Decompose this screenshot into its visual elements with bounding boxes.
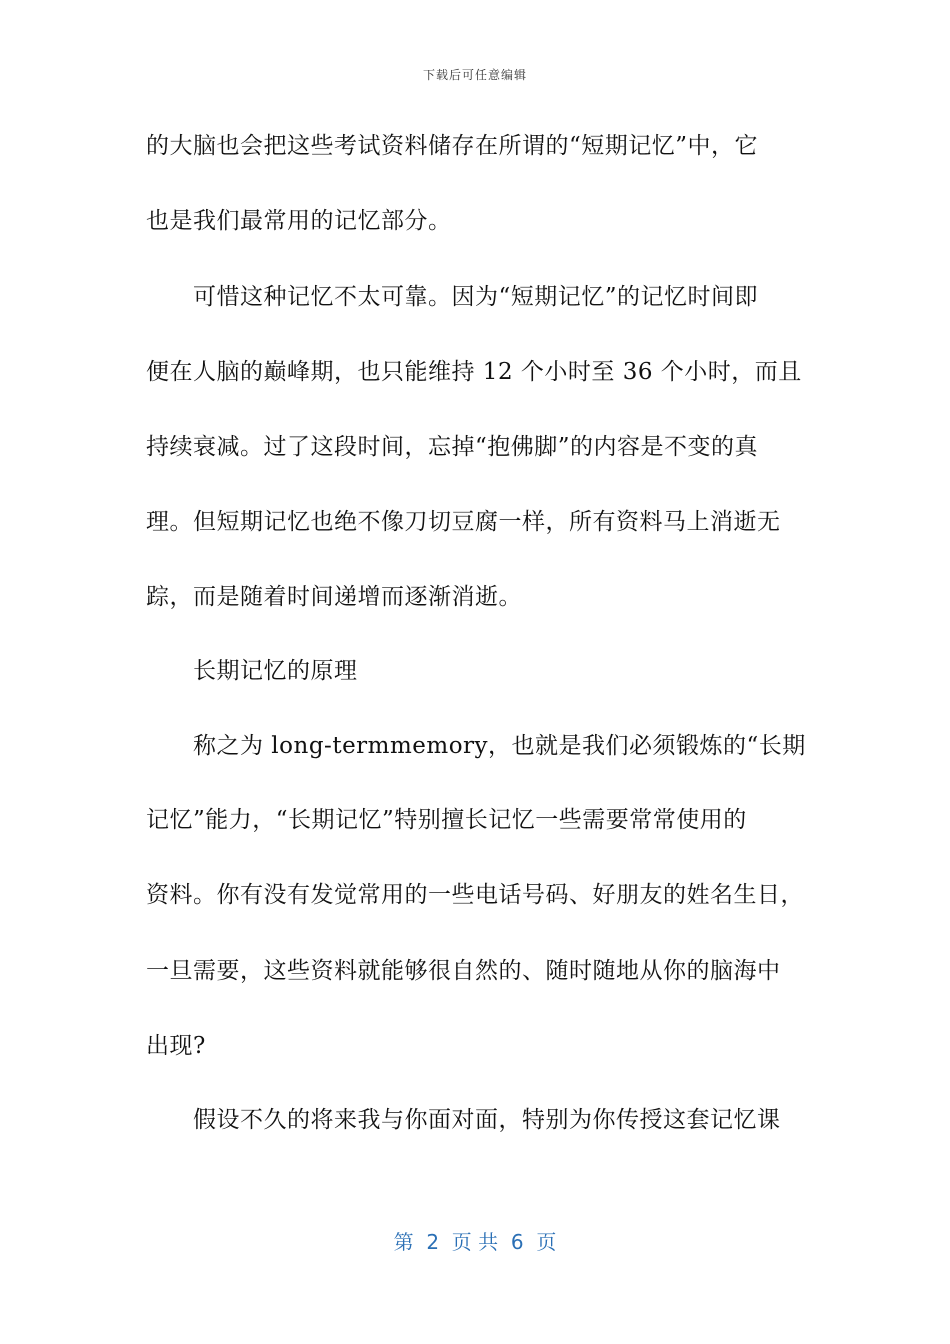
text-line: 一旦需要，这些资料就能够很自然的、随时随地从你的脑海中 <box>146 958 781 984</box>
text-line: 可惜这种记忆不太可靠。因为“短期记忆”的记忆时间即 <box>146 284 759 310</box>
page-number-footer: 第 2 页 共 6 页 <box>393 1230 557 1254</box>
text-line: 踪，而是随着时间递增而逐渐消逝。 <box>146 584 522 610</box>
text-line: 也是我们最常用的记忆部分。 <box>146 208 452 234</box>
text-line: 资料。你有没有发觉常用的一些电话号码、好朋友的姓名生日， <box>146 882 804 908</box>
text-line: 假设不久的将来我与你面对面，特别为你传授这套记忆课 <box>146 1107 781 1133</box>
page-header-note: 下载后可任意编辑 <box>422 68 527 82</box>
text-line: 的大脑也会把这些考试资料储存在所谓的“短期记忆”中，它 <box>146 133 759 159</box>
text-line: 称之为 long-termmemory，也就是我们必须锻炼的“长期 <box>146 733 806 759</box>
text-line: 记忆”能力，“长期记忆”特别擅长记忆一些需要常常使用的 <box>146 807 747 833</box>
text-line: 持续衰减。过了这段时间，忘掉“抱佛脚”的内容是不变的真 <box>146 434 759 460</box>
text-line: 出现? <box>146 1033 206 1059</box>
text-line: 便在人脑的巅峰期，也只能维持 12 个小时至 36 个小时，而且 <box>146 359 802 385</box>
text-line: 理。但短期记忆也绝不像刀切豆腐一样，所有资料马上消逝无 <box>146 509 781 535</box>
section-heading: 长期记忆的原理 <box>146 658 358 684</box>
